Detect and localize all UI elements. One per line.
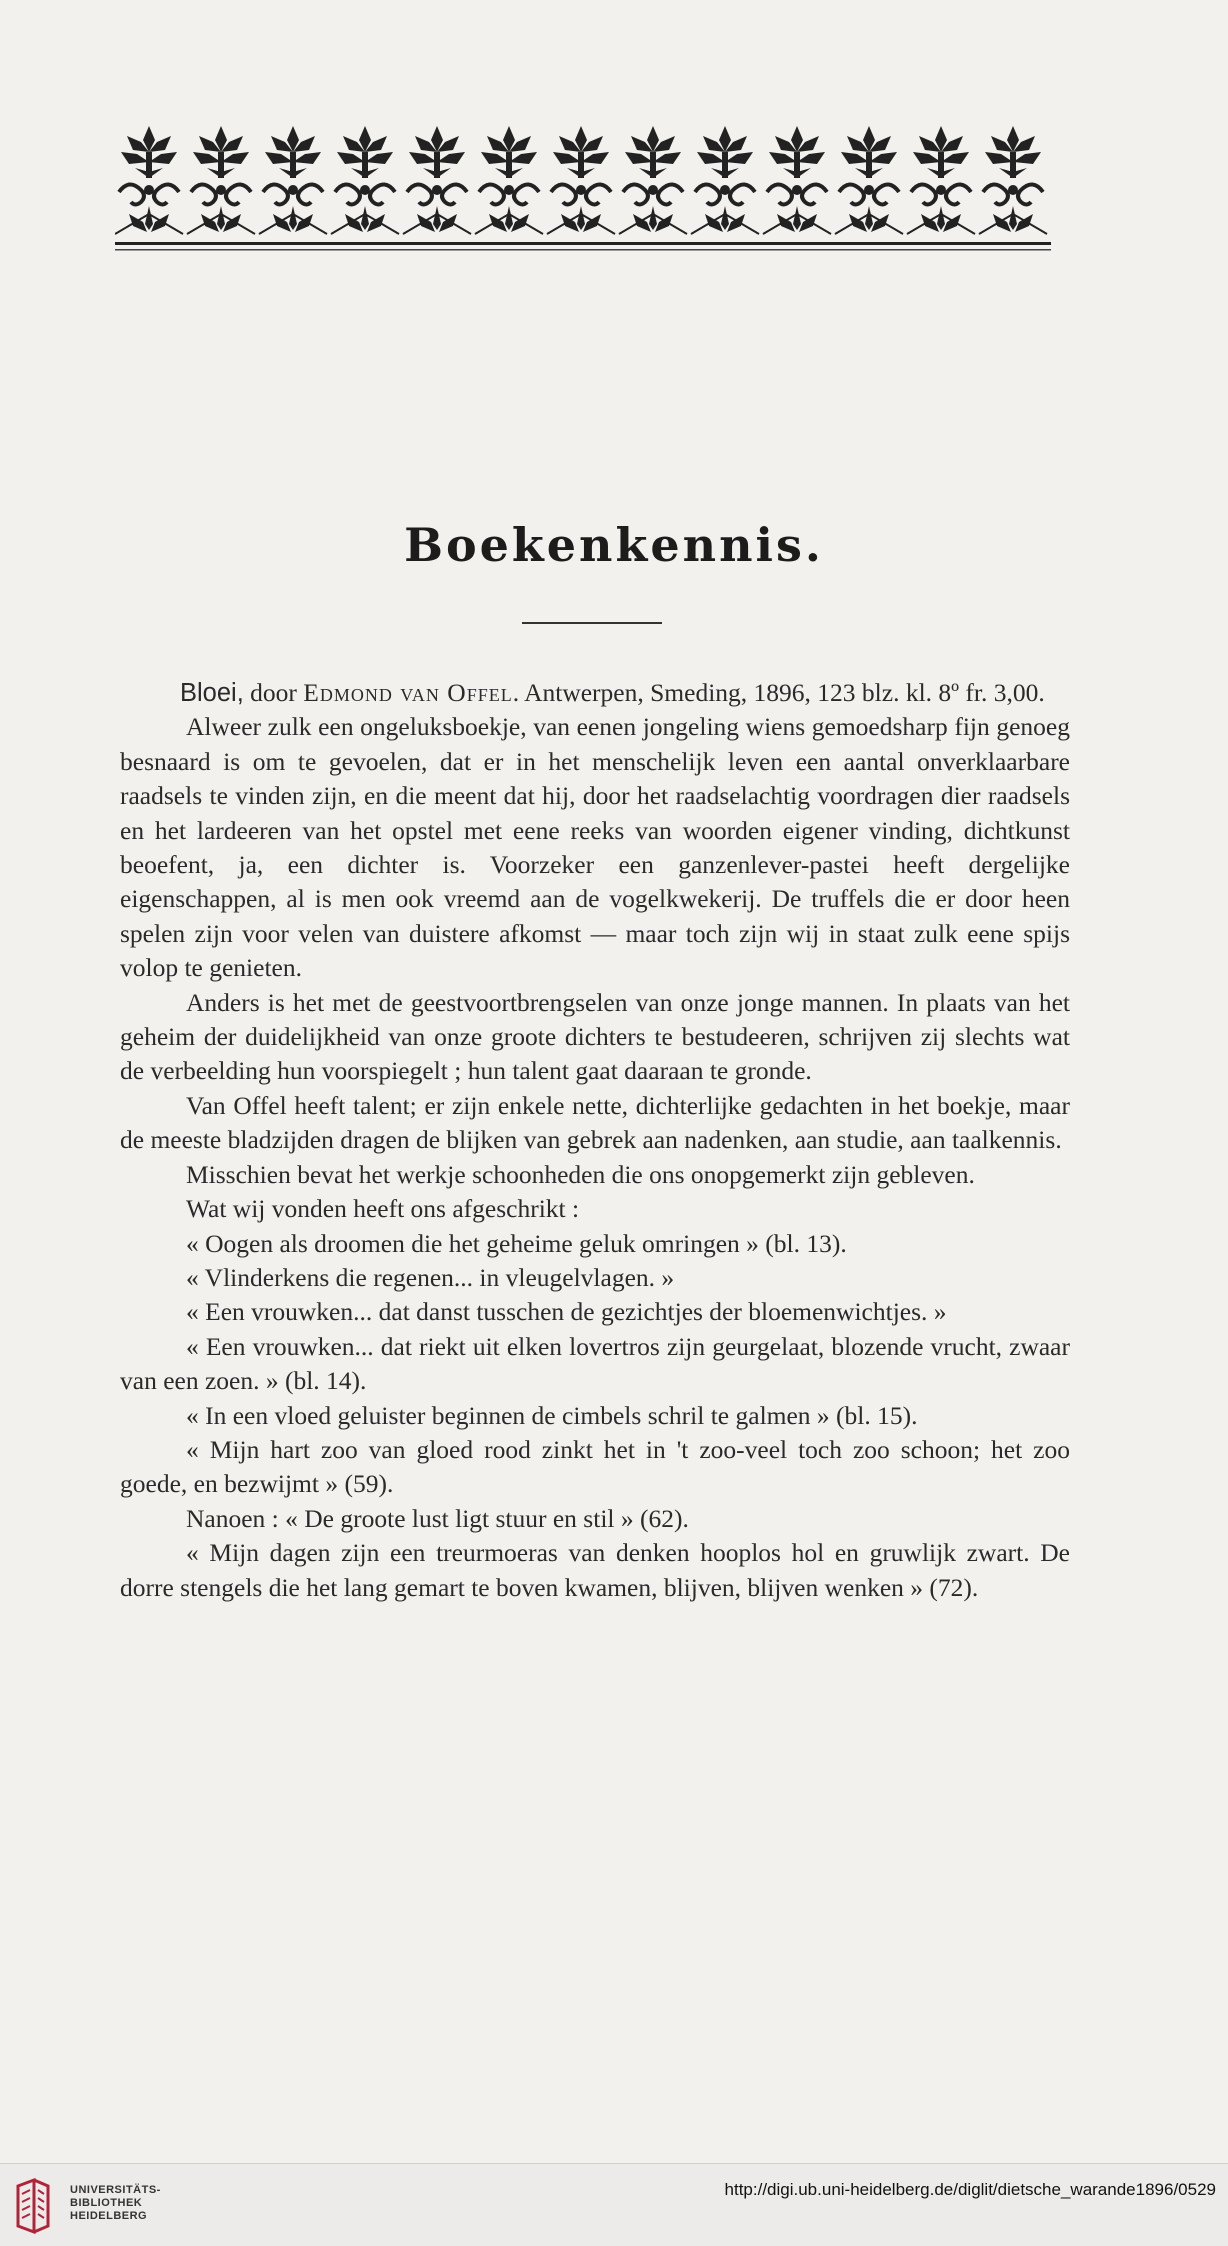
book-title: Bloei,	[180, 679, 244, 707]
citation-details: . Antwerpen, Smeding, 1896, 123 blz. kl. 8º fr. 3,00.	[512, 678, 1045, 707]
quote-paragraph: « Oogen als droomen die het geheime geluk omringen » (bl. 13).	[186, 1228, 847, 1258]
quote-paragraph: « Mijn hart zoo van gloed rood zinkt het in 't zoo-veel toch zoo schoon; het zoo goede, en bezwijmt » (59).	[120, 1434, 1070, 1499]
paragraph: Alweer zulk een ongeluksboekje, van eenen jongeling wiens gemoedsharp fijn genoeg besnaard is om te gevoelen, dat er in het menschelijk leven een aantal onverklaarbare raadsels te vinden zijn, en die meent dat hij, door het raadselachtig voordragen dier raadsels en het lardeeren van het opstel met eene reeks van woorden eigener vinding, dichtkunst beoefent, ja, een dichter is. Voorzeker een ganzenlever-pastei heeft dergelijke eigenschappen, al is men ook vreemd aan de vogelkwekerij. De truffels die er door heen spelen zijn voor velen van duistere afkomst — maar toch zijn wij in staat zulk eene spijs volop te genieten.	[120, 712, 1070, 983]
paragraph-citation	[120, 676, 1070, 710]
heading-rule	[522, 622, 662, 624]
footer-bar	[0, 2163, 1228, 2246]
paragraph: Misschien bevat het werkje schoonheden die ons onopgemerkt zijn gebleven.	[186, 1159, 975, 1189]
page-heading: Boekenkennis.	[404, 518, 824, 572]
library-logo-icon	[14, 2176, 52, 2236]
quote-paragraph: Nanoen : « De groote lust ligt stuur en stil » (62).	[186, 1503, 689, 1533]
quote-paragraph: « Mijn dagen zijn een treurmoeras van denken hooplos hol en gruwlijk zwart. De dorre stengels die het lang gemart te boven kwamen, blijven, blijven wenken » (72).	[120, 1538, 1070, 1602]
quote-paragraph: « Een vrouwken... dat riekt uit elken lovertros zijn geurgelaat, blozende vrucht, zwaar van een zoen. » (bl. 14).	[120, 1331, 1070, 1396]
citation-by: door	[243, 678, 304, 707]
paragraph: Van Offel heeft talent; er zijn enkele nette, dichterlijke gedachten in het boekje, maar de meeste bladzijden dragen de blijken van gebrek aan nadenken, aan studie, aan taalkennis.	[120, 1090, 1070, 1155]
quote-paragraph: « Vlinderkens die regenen... in vleugelvlagen. »	[186, 1262, 675, 1292]
library-logo-text: UNIVERSITÄTS- BIBLIOTHEK HEIDELBERG	[70, 2184, 161, 2222]
review-body	[120, 676, 1070, 1605]
quote-paragraph: « In een vloed geluister beginnen de cimbels schril te galmen » (bl. 15).	[186, 1400, 918, 1430]
paragraph: Anders is het met de geestvoortbrengselen van onze jonge mannen. In plaats van het geheim der duidelijkheid van onze groote dichters te bestudeeren, schrijven zij slechts wat de verbeelding hun voorspiegelt ; hun talent gaat daaraan te gronde.	[120, 987, 1070, 1086]
book-author: Edmond van Offel	[303, 678, 513, 707]
paragraph: Wat wij vonden heeft ons afgeschrikt :	[186, 1194, 580, 1224]
ornamental-header-band	[115, 122, 1051, 260]
source-url-link[interactable]: http://digi.ub.uni-heidelberg.de/diglit/dietsche_warande1896/0529	[724, 2180, 1216, 2199]
quote-paragraph: « Een vrouwken... dat danst tusschen de gezichtjes der bloemenwichtjes. »	[186, 1297, 947, 1327]
